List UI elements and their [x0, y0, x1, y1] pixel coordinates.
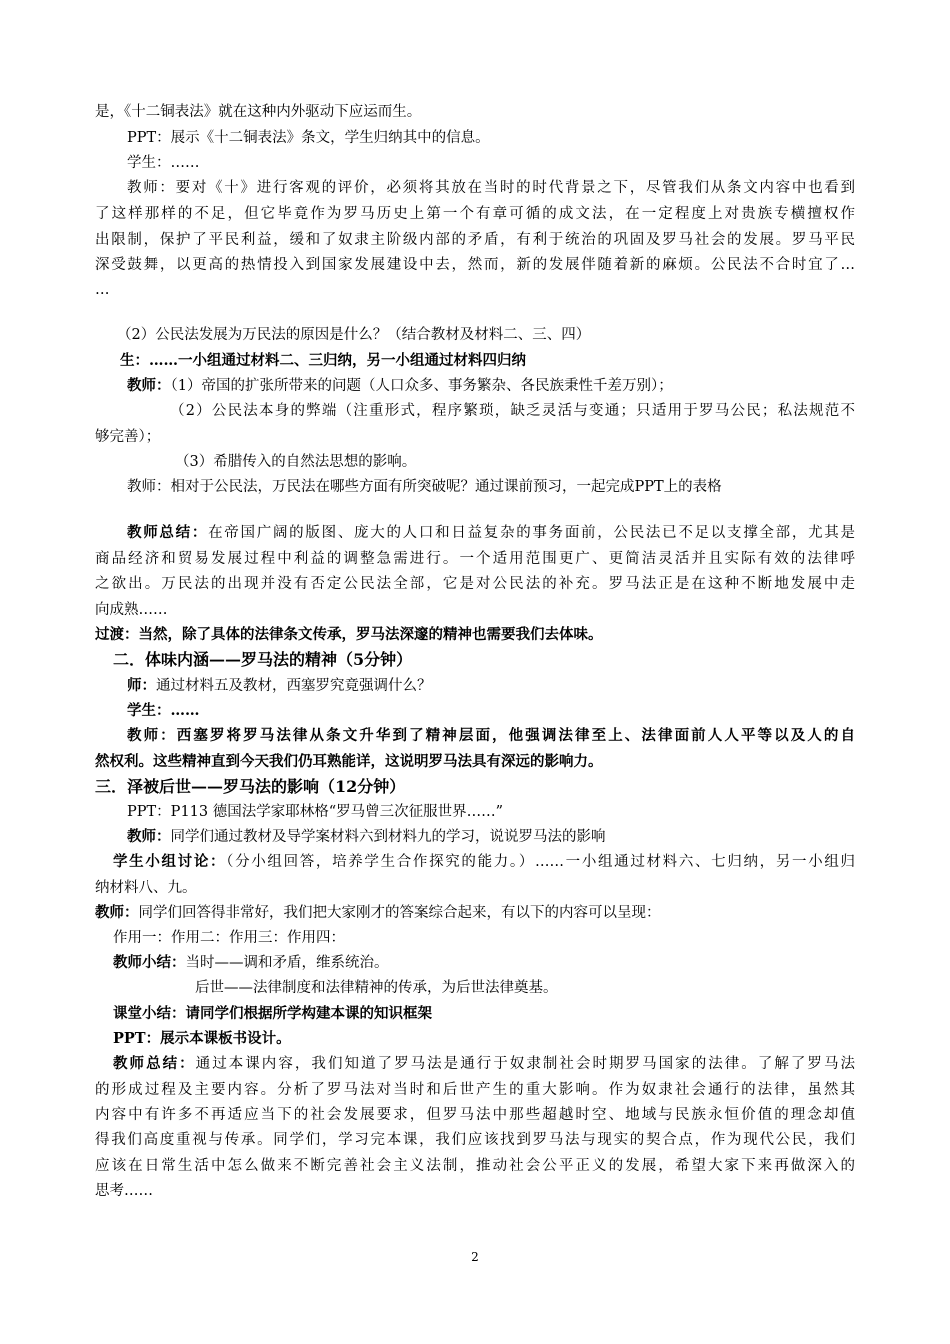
line-text: （3）希腊传入的自然法思想的影响。	[175, 454, 417, 470]
text-line	[95, 753, 603, 771]
section-heading	[95, 778, 405, 796]
line-text: 纳材料八、九。	[95, 880, 197, 896]
speaker-label: 教师总结：	[113, 1055, 196, 1072]
text-line	[120, 352, 526, 370]
text-line	[127, 803, 503, 821]
text-line	[95, 904, 661, 922]
line-text: 同学们通过教材及导学案材料六到材料九的学习，说说罗马法的影响	[170, 829, 606, 845]
line-text: 后世——法律制度和法律精神的传承，为后世法律奠基。	[195, 980, 558, 996]
transition-line	[95, 626, 603, 644]
speaker-label: 教师小结：	[113, 954, 186, 971]
line-text: 同学们回答得非常好，我们把大家刚才的答案综合起来，有以下的内容可以呈现：	[138, 905, 661, 921]
text-line	[95, 103, 421, 121]
heading-text: 二．体味内涵——罗马法的精神（5分钟）	[113, 650, 413, 669]
text-line	[170, 402, 855, 420]
line-text: （分小组回答，培养学生合作探究的能力。）……一小组通过材料六、七归纳，另一小组归	[226, 854, 856, 870]
line-text: （2）公民法发展为万民法的原因是什么？（结合教材及材料二、三、四）	[117, 327, 591, 343]
line-text: 教师：西塞罗将罗马法律从条文升华到了精神层面，他强调法律至上、法律面前人人平等以及人的自	[127, 727, 855, 744]
text-line	[95, 1182, 153, 1200]
line-text: 学生：……	[127, 155, 200, 171]
question-line	[117, 326, 590, 344]
line-text: 向成熟……	[95, 602, 168, 618]
text-line	[127, 377, 673, 395]
line-text: 教师：要对《十》进行客观的评价，必须将其放在当时的时代背景之下，尽管我们从条文内容中也看到	[127, 180, 855, 196]
line-text: 的形成过程及主要内容。分析了罗马法对当时和后世产生的重大影响。作为奴隶社会通行的法律，虽然其	[95, 1082, 855, 1098]
speaker-label: 教师：	[95, 904, 139, 921]
text-line	[195, 979, 558, 997]
line-text: PPT：P113 德国法学家耶林格“罗马曾三次征服世界……”	[127, 804, 504, 820]
text-line	[127, 179, 855, 197]
text-line	[127, 677, 432, 695]
speaker-label: 教师：	[127, 828, 171, 845]
text-line	[113, 1055, 855, 1073]
text-line	[113, 929, 345, 947]
text-line	[95, 428, 160, 446]
text-line	[95, 1081, 855, 1099]
line-text: （1）帝国的扩张所带来的问题（人口众多、事务繁杂、各民族秉性千差万别）；	[170, 378, 673, 394]
line-text: 够完善）；	[95, 429, 161, 445]
line-text: 通过材料五及教材，西塞罗究竟强调什么？	[156, 678, 432, 694]
speaker-label: 教师总结：	[127, 524, 209, 541]
line-text: 了这样那样的不足，但它毕竟作为罗马历史上第一个有章可循的成文法，在一定程度上对贵族专横擅权作	[95, 206, 855, 222]
text-line	[95, 575, 855, 593]
line-text: 深受鼓舞，以更高的热情投入到国家发展建设中去，然而，新的发展伴随着新的麻烦。公民法不合时宜了…	[95, 257, 855, 273]
text-line	[175, 453, 416, 471]
line-text: 作用一：作用二：作用三：作用四：	[113, 930, 345, 946]
line-text: 商品经济和贸易发展过程中利益的调整急需进行。一个适用范围更广、更简洁灵活并且实际有效的法律呼	[95, 551, 855, 567]
text-line	[95, 1106, 855, 1124]
line-text: 当时——调和矛盾，维系统治。	[185, 955, 389, 971]
heading-text: 三．泽被后世——罗马法的影响（12分钟）	[95, 777, 406, 796]
line-text: 然权利。这些精神直到今天我们仍耳熟能详，这说明罗马法具有深远的影响力。	[95, 753, 603, 770]
line-text: 学生：……	[127, 702, 200, 719]
line-text: 通过本课内容，我们知道了罗马法是通行于奴隶制社会时期罗马国家的法律。了解了罗马法	[195, 1056, 855, 1072]
text-line	[127, 828, 606, 846]
line-text: 课堂小结：请同学们根据所学构建本课的知识框架	[113, 1005, 432, 1022]
text-line	[95, 879, 197, 897]
line-text: 应该在日常生活中怎么做来不断完善社会主义法制，推动社会公平正义的发展，希望大家下来再做深入的	[95, 1158, 855, 1174]
text-line	[113, 1030, 291, 1048]
line-text: 在帝国广阔的版图、庞大的人口和日益复杂的事务面前，公民法已不足以支撑全部，尤其是	[208, 525, 856, 541]
line-text: PPT：展示本课板书设计。	[113, 1030, 291, 1047]
text-line	[127, 727, 855, 745]
text-line	[95, 1157, 855, 1175]
line-text: 内容中有许多不再适应当下的社会发展要求，但罗马法中那些超越时空、地域与民族永恒价值的理念却值	[95, 1107, 855, 1123]
line-text: 生：……一小组通过材料二、三归纳，另一小组通过材料四归纳	[120, 352, 526, 369]
line-text: 是，《十二铜表法》就在这种内外驱动下应运而生。	[95, 104, 422, 120]
text-line	[127, 524, 855, 542]
text-line	[113, 853, 855, 871]
text-line	[127, 702, 200, 720]
speaker-label: 师：	[127, 677, 156, 694]
text-line	[95, 601, 168, 619]
text-line	[127, 154, 200, 172]
text-line	[95, 281, 110, 299]
speaker-label: 教师：	[127, 377, 171, 394]
line-text: 思考……	[95, 1183, 153, 1199]
line-text: …	[95, 282, 110, 298]
text-line	[127, 129, 490, 147]
text-line	[95, 550, 855, 568]
text-line	[95, 1131, 855, 1149]
line-text: 得我们高度重视与传承。同学们，学习完本课，我们应该找到罗马法与现实的契合点，作为现代公民，我们	[95, 1132, 855, 1148]
speaker-label: 学生小组讨论：	[113, 853, 227, 870]
line-text: （2）公民法本身的弊端（注重形式，程序繁琐，缺乏灵活与变通；只适用于罗马公民；私法规范不	[170, 403, 855, 419]
line-text: 教师：相对于公民法，万民法在哪些方面有所突破呢？通过课前预习，一起完成PPT上的表格	[127, 479, 722, 495]
text-line	[113, 1005, 432, 1023]
page-number: 2	[471, 1250, 479, 1264]
line-text: 之欲出。万民法的出现并没有否定公民法全部，它是对公民法的补充。罗马法正是在这种不断地发展中走	[95, 576, 855, 592]
text-line	[127, 478, 722, 496]
text-line	[113, 954, 389, 972]
line-text: PPT：展示《十二铜表法》条文，学生归纳其中的信息。	[127, 130, 490, 146]
text-line	[95, 205, 855, 223]
line-text: 过渡：当然，除了具体的法律条文传承，罗马法深邃的精神也需要我们去体味。	[95, 626, 603, 643]
section-heading	[113, 651, 412, 669]
text-line	[95, 256, 855, 274]
text-line	[95, 231, 855, 249]
line-text: 出限制，保护了平民利益，缓和了奴隶主阶级内部的矛盾，有利于统治的巩固及罗马社会的发展。罗马平民	[95, 232, 855, 248]
